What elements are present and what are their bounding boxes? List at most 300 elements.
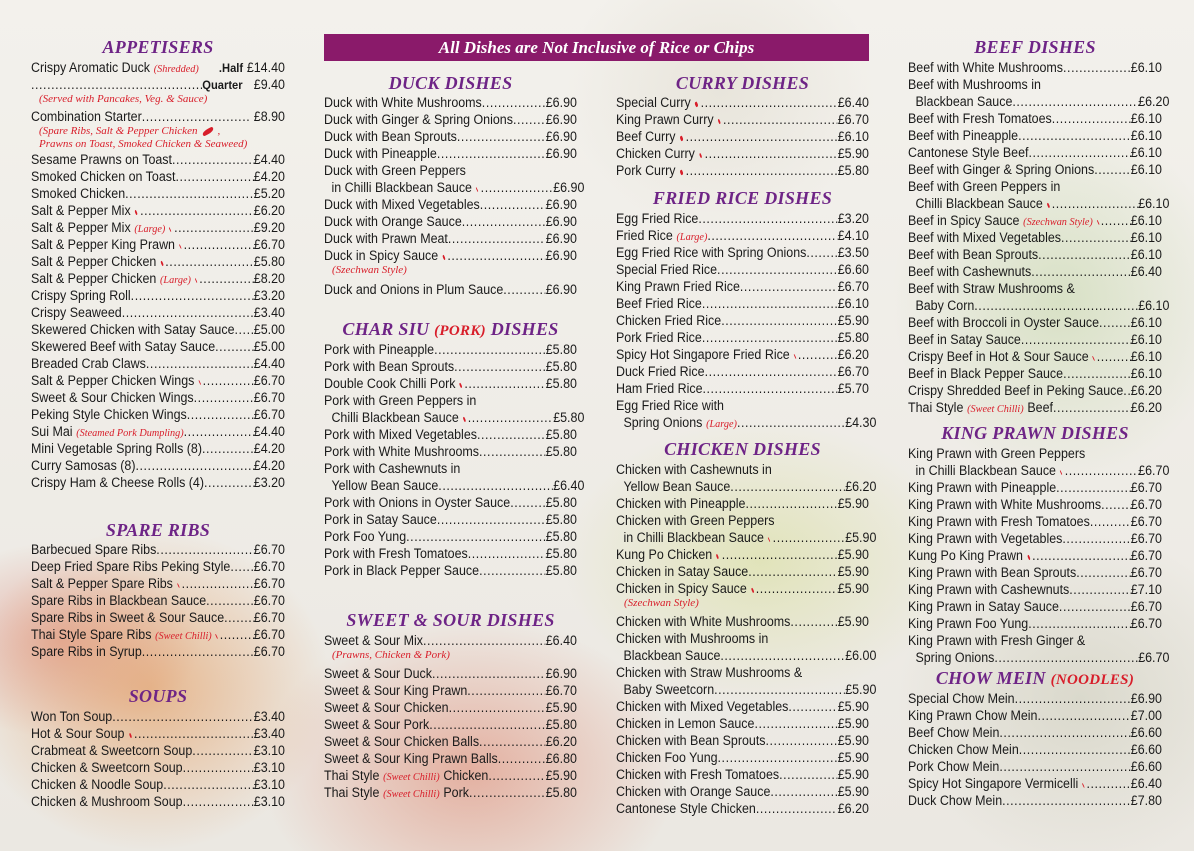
chilli-icon: [1060, 470, 1063, 475]
leader-dots: [462, 213, 546, 230]
item-name: Pork with Bean Sprouts: [324, 359, 455, 374]
item-name: Duck Fried Rice: [616, 364, 705, 379]
leader-dots: [182, 575, 254, 592]
chilli-icon: [202, 126, 215, 136]
leader-dots: [740, 278, 838, 295]
item-price: £5.90: [845, 682, 877, 697]
menu-item: [908, 161, 1162, 178]
leader-dots: [203, 372, 254, 389]
item-name: Pork with Cashewnuts in: [324, 461, 461, 476]
leader-dots: [1065, 462, 1139, 479]
chilli-icon: [694, 102, 698, 108]
item-name: Beef with Mushrooms in: [908, 77, 1041, 92]
leader-dots: [1012, 93, 1138, 110]
item-name: King Prawn with Vegetables: [908, 531, 1063, 546]
item-name: Duck in Spicy Sauce: [324, 248, 439, 263]
menu-item: [616, 630, 869, 647]
fried-rice-list: [616, 210, 877, 431]
item-name: Chicken with Fresh Tomatoes: [616, 767, 780, 782]
menu-item: [616, 563, 869, 580]
item-name: Crispy Shredded Beef in Peking Sauce: [908, 383, 1124, 398]
leader-dots: [449, 699, 546, 716]
menu-item: [908, 348, 1162, 365]
item-name: King Prawn with Fresh Tomatoes: [908, 514, 1090, 529]
item-name-suffix: Beef: [1027, 400, 1053, 415]
item-price: £6.40: [1130, 776, 1162, 791]
item-price: £6.70: [1130, 480, 1162, 495]
menu-item: [616, 461, 869, 478]
leader-dots: [488, 767, 545, 784]
char-siu-title-end: DISHES: [490, 319, 559, 339]
item-price: £6.70: [1138, 650, 1170, 665]
item-name: Sweet & Sour King Prawn: [324, 683, 468, 698]
menu-item: [324, 145, 577, 162]
menu-item: [31, 168, 285, 185]
leader-dots: [705, 145, 838, 162]
leader-dots: [698, 210, 837, 227]
chicken-section: [616, 461, 877, 817]
item-note: (Large): [676, 231, 708, 243]
menu-item: [616, 664, 869, 681]
item-name: King Prawn Foo Yung: [908, 616, 1029, 631]
leader-dots: [134, 725, 254, 742]
menu-item: [616, 783, 869, 800]
menu-item: [616, 478, 876, 495]
item-name: Pork with White Mushrooms: [324, 444, 480, 459]
leader-dots: [1061, 229, 1131, 246]
leader-dots: [702, 295, 838, 312]
item-price: £6.70: [837, 364, 869, 379]
leader-dots: [457, 128, 546, 145]
menu-item: [324, 767, 577, 784]
menu-item: [616, 715, 869, 732]
menu-item: [324, 784, 577, 801]
item-name: Beef with White Mushrooms: [908, 60, 1064, 75]
appetisers-list: [31, 151, 285, 491]
item-price: £5.90: [837, 313, 869, 328]
item-name: Spare Ribs in Sweet & Sour Sauce: [31, 610, 225, 625]
item-name: Sweet & Sour Mix: [324, 633, 423, 648]
item-name-suffix: Chicken: [443, 768, 489, 783]
item-name: King Prawn with Green Peppers: [908, 446, 1086, 461]
item-name: Chicken with Pineapple: [616, 496, 746, 511]
leader-dots: [204, 474, 254, 491]
menu-item: [31, 287, 285, 304]
menu-item: [31, 76, 285, 93]
item-name: King Prawn Chow Mein: [908, 708, 1038, 723]
item-price: £6.70: [1130, 548, 1162, 563]
item-price: £5.90: [837, 547, 869, 562]
menu-item: [908, 741, 1162, 758]
item-price: £6.90: [545, 129, 577, 144]
leader-dots: [745, 495, 837, 512]
item-price: £5.90: [837, 716, 869, 731]
item-price: £5.80: [545, 563, 577, 578]
menu-item: [616, 162, 869, 179]
duck-heading: DUCK DISHES: [388, 73, 513, 93]
menu-item: [31, 338, 285, 355]
menu-item: [908, 649, 1169, 666]
item-name: Baby Sweetcorn: [623, 682, 715, 697]
item-name: Pork Foo Yung: [324, 529, 407, 544]
item-name: Deep Fried Spare Ribs Peking Style: [31, 559, 231, 574]
item-name: King Prawn Curry: [616, 112, 714, 127]
item-price: £6.60: [1130, 742, 1162, 757]
item-name: Crispy Spring Roll: [31, 288, 131, 303]
item-price: £5.90: [837, 750, 869, 765]
menu-item: [31, 725, 285, 742]
item-name: Chilli Blackbean Sauce: [331, 410, 459, 425]
menu-item: [324, 682, 577, 699]
item-price: £4.30: [845, 415, 877, 430]
menu-item: [908, 229, 1162, 246]
item-price: £6.90: [545, 282, 577, 297]
item-price: £6.40: [545, 633, 577, 648]
item-name: in Chilli Blackbean Sauce: [915, 463, 1056, 478]
item-name: Duck with Orange Sauce: [324, 214, 462, 229]
item-price: £6.20: [837, 801, 869, 816]
menu-item: [908, 564, 1162, 581]
item-price: £5.90: [837, 699, 869, 714]
item-name: Skewered Beef with Satay Sauce: [31, 339, 216, 354]
item-note: [31, 125, 285, 138]
item-name: Special Chow Mein: [908, 691, 1015, 706]
item-name: Salt & Pepper Chicken: [31, 254, 157, 269]
chilli-icon: [195, 278, 198, 283]
item-name: Salt & Pepper Spare Ribs: [31, 576, 173, 591]
menu-item: [908, 632, 1162, 649]
item-name: King Prawn with Fresh Ginger &: [908, 633, 1086, 648]
item-price: £6.20: [1130, 400, 1162, 415]
chilli-icon: [128, 733, 132, 738]
menu-item: [908, 331, 1162, 348]
item-price: £6.70: [1138, 463, 1170, 478]
leader-dots: [448, 230, 546, 247]
item-price: £6.10: [1130, 111, 1162, 126]
spare-ribs-heading: SPARE RIBS: [105, 520, 211, 540]
item-price: £8.20: [253, 271, 285, 286]
leader-dots: [770, 783, 837, 800]
item-name: Thai Style Spare Ribs: [31, 627, 152, 642]
item-price: £6.40: [553, 478, 585, 493]
item-name: Spring Onions: [915, 650, 995, 665]
leader-dots: [1090, 513, 1131, 530]
menu-item: [324, 230, 577, 247]
chilli-icon: [750, 588, 753, 593]
leader-dots: [702, 329, 838, 346]
leader-dots: [438, 477, 553, 494]
item-price: £6.10: [1130, 213, 1162, 228]
item-price: £5.90: [545, 700, 577, 715]
item-price: £6.70: [253, 559, 285, 574]
item-price: £5.00: [253, 322, 285, 337]
chilli-icon: [160, 261, 164, 266]
item-price: £6.70: [253, 373, 285, 388]
leader-dots: [1059, 598, 1131, 615]
menu-item: [31, 270, 285, 287]
leader-dots: [479, 443, 546, 460]
item-name: Cantonese Style Chicken: [616, 801, 756, 816]
item-name: Chicken with Orange Sauce: [616, 784, 771, 799]
menu-item: [31, 185, 285, 202]
leader-dots: [999, 758, 1130, 775]
sweet-sour-heading: SWEET & SOUR DISHES: [346, 610, 555, 630]
leader-dots: [703, 380, 838, 397]
menu-item: [31, 609, 285, 626]
item-name: Pork Fried Rice: [616, 330, 702, 345]
leader-dots: [175, 168, 253, 185]
menu-item: [616, 227, 869, 244]
menu-item: [31, 108, 285, 125]
item-name: Chicken & Mushroom Soup: [31, 794, 183, 809]
item-price: £5.90: [837, 496, 869, 511]
item-price: £6.60: [1130, 759, 1162, 774]
leader-dots: [183, 759, 254, 776]
chow-mein-subtitle: (NOODLES): [1050, 672, 1135, 688]
item-name: Pork with Green Peppers in: [324, 393, 477, 408]
item-name: Chicken Fried Rice: [616, 313, 722, 328]
menu-item: [616, 698, 869, 715]
menu-item: [31, 440, 285, 457]
menu-item: [908, 445, 1162, 462]
item-price: £5.80: [545, 785, 577, 800]
menu-item: [616, 145, 869, 162]
leader-dots: [1123, 382, 1130, 399]
beef-list: [908, 59, 1170, 416]
item-price: £6.70: [253, 542, 285, 557]
menu-item: [908, 615, 1162, 632]
menu-item: [908, 382, 1162, 399]
item-price: £6.70: [253, 644, 285, 659]
leader-dots: [142, 643, 254, 660]
item-name: Egg Fried Rice with: [616, 398, 724, 413]
menu-item: [616, 546, 869, 563]
menu-item: [616, 363, 869, 380]
leader-dots: [1019, 741, 1131, 758]
menu-item: [616, 766, 869, 783]
item-name: Hot & Sour Soup: [31, 726, 125, 741]
item-price: £7.00: [1130, 708, 1162, 723]
item-name: Combination Starter: [31, 109, 142, 124]
item-price: £6.10: [1130, 366, 1162, 381]
menu-item: [908, 110, 1162, 127]
item-price: £5.80: [545, 717, 577, 732]
item-price: £4.20: [253, 441, 285, 456]
item-price: £4.20: [253, 458, 285, 473]
appetisers-heading: APPETISERS: [102, 37, 214, 57]
leader-dots: [1037, 707, 1130, 724]
item-name: in Chilli Blackbean Sauce: [331, 180, 472, 195]
item-name: Pork Curry: [616, 163, 676, 178]
item-price: £6.90: [545, 248, 577, 263]
menu-item: [616, 346, 869, 363]
spare-ribs-list: [31, 541, 285, 660]
leader-dots: [215, 338, 254, 355]
item-name: Barbecued Spare Ribs: [31, 542, 157, 557]
item-price: £6.10: [1130, 332, 1162, 347]
menu-item: [324, 213, 577, 230]
item-price: £5.90: [545, 768, 577, 783]
menu-item: [31, 776, 285, 793]
leader-dots: [1015, 690, 1131, 707]
menu-item: [31, 592, 285, 609]
item-name: Beef in Satay Sauce: [908, 332, 1021, 347]
quarter-label: Quarter: [202, 78, 243, 92]
item-note: (Szechwan Style): [332, 264, 407, 276]
chilli-icon: [476, 187, 479, 192]
leader-dots: [224, 609, 254, 626]
item-name: Thai Style: [324, 768, 380, 783]
item-note: (Sweet Chilli): [155, 630, 212, 642]
leader-dots: [1063, 365, 1131, 382]
leader-dots: [510, 494, 546, 511]
leader-dots: [1052, 110, 1131, 127]
item-name: Salt & Pepper King Prawn: [31, 237, 175, 252]
item-price: £6.90: [545, 666, 577, 681]
beef-heading: BEEF DISHES: [974, 37, 1096, 57]
combo-note-text: (Spare Ribs, Salt & Pepper Chicken: [39, 125, 198, 137]
leader-dots: [686, 162, 838, 179]
sweet-sour-section: [324, 632, 577, 801]
menu-item: [31, 151, 285, 168]
item-note: (Szechwan Style): [624, 597, 699, 609]
leader-dots: [464, 375, 545, 392]
item-price: £6.00: [845, 648, 877, 663]
chilli-icon: [215, 634, 218, 639]
item-price: £3.40: [253, 305, 285, 320]
leader-dots: [184, 423, 254, 440]
item-note: (Prawns, Chicken & Pork): [332, 649, 450, 661]
menu-item: [324, 162, 577, 179]
leader-dots: [798, 346, 838, 363]
item-price: £6.70: [253, 627, 285, 642]
menu-item: [908, 581, 1162, 598]
curry-heading: CURRY DISHES: [675, 73, 810, 93]
item-name: Spring Onions: [623, 415, 703, 430]
leader-dots: [1053, 399, 1131, 416]
leader-dots: [503, 281, 545, 298]
item-name: Chicken Chow Mein: [908, 742, 1019, 757]
item-name: Beef with Mixed Vegetables: [908, 230, 1061, 245]
item-price: £6.70: [1130, 616, 1162, 631]
leader-dots: [479, 562, 546, 579]
chilli-icon: [699, 153, 703, 159]
item-price: £9.40: [253, 77, 285, 92]
leader-dots: [163, 776, 254, 793]
item-name: Crispy Aromatic Duck: [31, 60, 151, 75]
item-name: Yellow Bean Sauce: [623, 479, 731, 494]
item-name: Ham Fried Rice: [616, 381, 703, 396]
leader-dots: [498, 750, 546, 767]
item-name: Duck and Onions in Plum Sauce: [324, 282, 504, 297]
item-price: £3.20: [253, 475, 285, 490]
leader-dots: [723, 111, 838, 128]
item-price: £6.70: [1130, 514, 1162, 529]
item-name: Crispy Beef in Hot & Sour Sauce: [908, 349, 1089, 364]
leader-dots: [192, 742, 253, 759]
item-name: Spicy Hot Singapore Fried Rice: [616, 347, 790, 362]
item-name: Smoked Chicken on Toast: [31, 169, 176, 184]
menu-item: [324, 128, 577, 145]
sweet-sour-list: [324, 665, 577, 801]
item-price: £3.40: [253, 709, 285, 724]
item-price: £5.90: [845, 530, 877, 545]
leader-dots: [1032, 547, 1131, 564]
leader-dots: [481, 179, 554, 196]
leader-dots: [467, 682, 545, 699]
item-price: £5.80: [545, 546, 577, 561]
chilli-icon: [459, 383, 462, 388]
item-name: Beef with Straw Mushrooms &: [908, 281, 1075, 296]
menu-item: [908, 93, 1169, 110]
item-price: £5.80: [545, 512, 577, 527]
leader-dots: [125, 185, 254, 202]
leader-dots: [806, 244, 837, 261]
item-name: Yellow Bean Sauce: [331, 478, 439, 493]
menu-item: [908, 59, 1162, 76]
menu-item: [324, 460, 577, 477]
item-name: Chicken with White Mushrooms: [616, 614, 791, 629]
menu-item: [324, 716, 577, 733]
menu-item: [31, 575, 285, 592]
item-name: Won Ton Soup: [31, 709, 113, 724]
menu-item: [324, 111, 577, 128]
leader-dots: [1094, 161, 1131, 178]
item-price: £5.80: [545, 495, 577, 510]
menu-item: [324, 247, 577, 264]
menu-item: [616, 380, 869, 397]
menu-item: [616, 647, 876, 664]
leader-dots: [1062, 530, 1130, 547]
item-price: £5.80: [545, 427, 577, 442]
leader-dots: [235, 321, 254, 338]
leader-dots: [220, 626, 254, 643]
chicken-list-b: [616, 613, 877, 817]
item-name: Beef Curry: [616, 129, 676, 144]
item-price: £4.40: [253, 356, 285, 371]
item-name: Blackbean Sauce: [623, 648, 721, 663]
chilli-icon: [442, 255, 446, 260]
menu-item: [31, 372, 285, 389]
item-price: £3.10: [253, 794, 285, 809]
leader-dots: [756, 580, 838, 597]
leader-dots: [714, 681, 845, 698]
item-name: King Prawn with Pineapple: [908, 480, 1057, 495]
item-price: £5.90: [837, 146, 869, 161]
item-name: Special Fried Rice: [616, 262, 718, 277]
item-price: £6.20: [545, 734, 577, 749]
item-price: £6.20: [253, 203, 285, 218]
item-name-suffix: Pork: [443, 785, 469, 800]
item-price: £4.40: [253, 152, 285, 167]
item-name: Thai Style: [324, 785, 380, 800]
leader-dots: [184, 236, 254, 253]
item-name: Sweet & Sour Pork: [324, 717, 430, 732]
menu-item: [324, 632, 577, 649]
menu-item: [616, 732, 869, 749]
item-price: £6.80: [545, 751, 577, 766]
menu-item: [908, 195, 1169, 212]
appetisers-section: [31, 59, 285, 491]
item-price: £14.40: [246, 60, 285, 75]
chicken-heading: CHICKEN DISHES: [664, 439, 821, 459]
item-price: £5.90: [837, 784, 869, 799]
leader-dots: [1101, 496, 1131, 513]
menu-item: [908, 496, 1162, 513]
chilli-icon: [768, 537, 771, 542]
chilli-icon: [198, 380, 201, 385]
menu-item: [31, 406, 285, 423]
